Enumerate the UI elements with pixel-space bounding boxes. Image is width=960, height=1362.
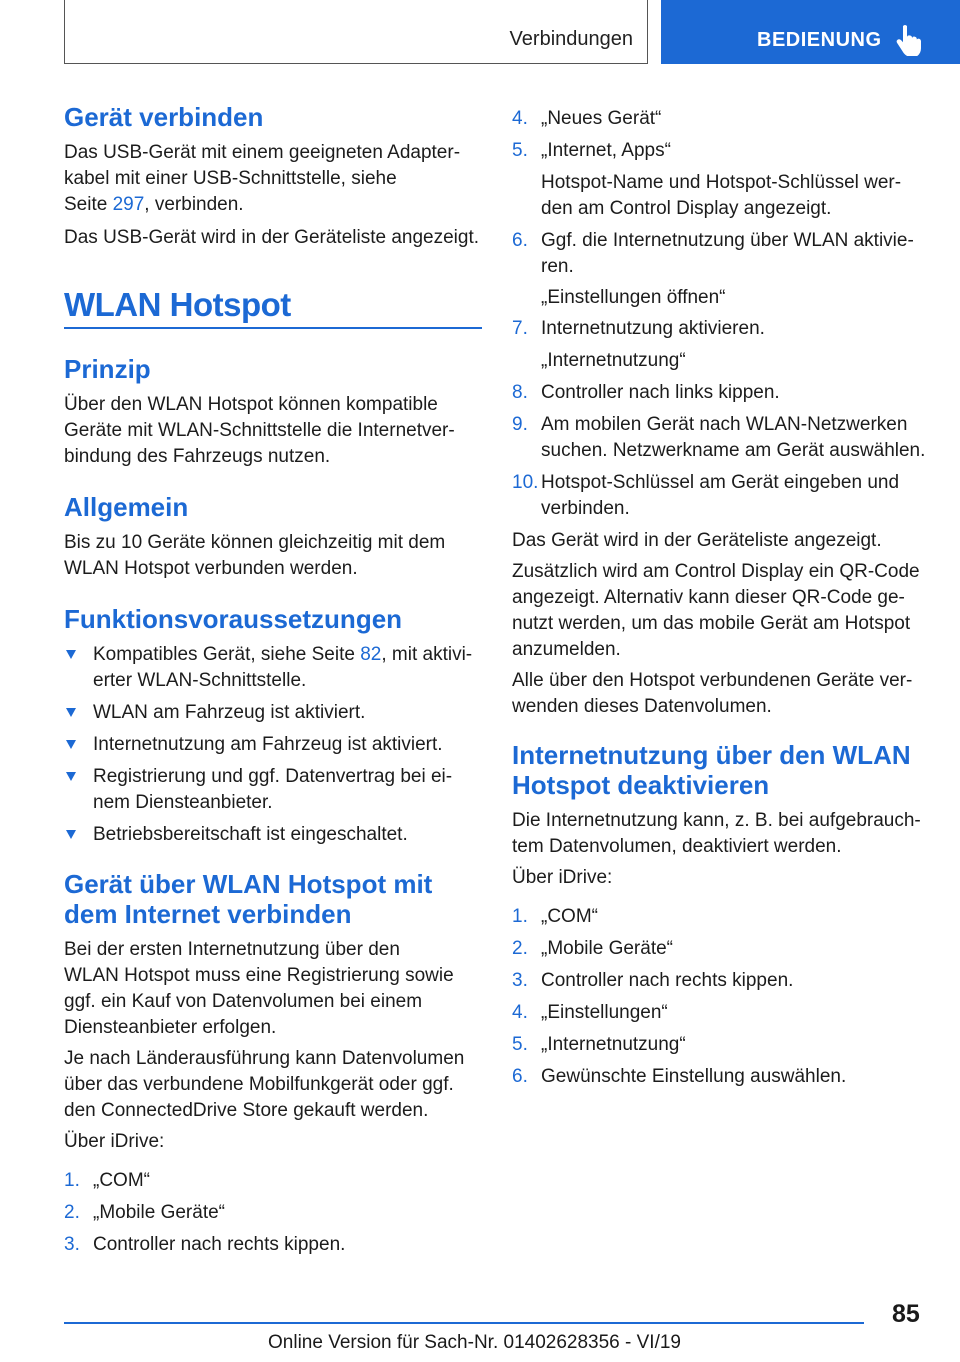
text-line: Das USB-Gerät mit einem geeigneten Adapter- [64, 142, 461, 163]
step-number: 8. [512, 382, 528, 403]
step-text: Controller nach rechts kippen. [93, 1234, 346, 1255]
text-line: Das Gerät wird in der Geräteliste angezeigt. [512, 530, 882, 551]
bullet-triangle-icon [66, 740, 76, 749]
bullet-text: Internetnutzung am Fahrzeug ist aktiviert. [93, 734, 443, 755]
step-text: Gewünschte Einstellung auswählen. [541, 1066, 847, 1087]
bullet-text: WLAN am Fahrzeug ist aktiviert. [93, 702, 366, 723]
step-number: 1. [512, 906, 528, 927]
heading-rule [64, 327, 482, 329]
page-link-82[interactable]: 82 [360, 644, 382, 665]
text-line: tem Datenvolumen, deaktiviert werden. [512, 836, 842, 857]
step-detail: den am Control Display angezeigt. [541, 198, 832, 219]
text-line: nutzt werden, um das mobile Gerät am Hotspot [512, 613, 911, 634]
bullet-triangle-icon [66, 772, 76, 781]
text-line: Geräte mit WLAN-Schnittstelle die Internetver- [64, 420, 455, 441]
step-text: Controller nach rechts kippen. [541, 970, 794, 991]
text-line: Bis zu 10 Geräte können gleichzeitig mit dem [64, 532, 446, 553]
text-line: Seite 297, verbinden. [64, 194, 244, 215]
text-line: WLAN Hotspot muss eine Registrierung sowie [64, 965, 454, 986]
step-text: suchen. Netzwerkname am Gerät auswählen. [541, 440, 926, 461]
heading-deaktivieren: Internetnutzung über den WLAN [512, 740, 911, 770]
text-line: Über iDrive: [512, 867, 613, 888]
heading-internet-verbinden-2: dem Internet verbinden [64, 899, 352, 929]
step-number: 2. [64, 1202, 80, 1223]
step-number: 9. [512, 414, 528, 435]
step-text: „Neues Gerät“ [541, 108, 662, 129]
bullet-triangle-icon [66, 650, 76, 659]
step-number: 2. [512, 938, 528, 959]
heading-allgemein: Allgemein [64, 492, 189, 522]
step-text: Am mobilen Gerät nach WLAN-Netzwerken [541, 414, 908, 435]
step-text: Hotspot-Schlüssel am Gerät eingeben und [541, 472, 900, 493]
text-line: Zusätzlich wird am Control Display ein QR-Code [512, 561, 920, 582]
step-number: 3. [512, 970, 528, 991]
step-text: verbinden. [541, 498, 630, 519]
step-number: 4. [512, 1002, 528, 1023]
text-line: bindung des Fahrzeugs nutzen. [64, 446, 331, 467]
bullet-text: erter WLAN-Schnittstelle. [93, 670, 307, 691]
page-link-297[interactable]: 297 [112, 194, 145, 215]
text-line: Über iDrive: [64, 1131, 165, 1152]
header-chapter-title: BEDIENUNG [757, 29, 882, 51]
step-number: 10. [512, 472, 539, 493]
step-text: „Mobile Geräte“ [93, 1202, 225, 1223]
step-text: ren. [541, 256, 574, 277]
header-section-title: Verbindungen [509, 28, 633, 50]
step-number: 4. [512, 108, 528, 129]
header-chapter-tab [661, 0, 960, 64]
heading-deaktivieren-2: Hotspot deaktivieren [512, 770, 770, 800]
text-line: ggf. ein Kauf von Datenvolumen bei einem [64, 991, 423, 1012]
step-text: Internetnutzung aktivieren. [541, 318, 765, 339]
text-line: Über den WLAN Hotspot können kompatible [64, 394, 438, 415]
heading-prinzip: Prinzip [64, 354, 151, 384]
bullet-triangle-icon [66, 830, 76, 839]
step-text: „Einstellungen“ [541, 1002, 668, 1023]
text-line: über das verbundene Mobilfunkgerät oder ggf. [64, 1074, 454, 1095]
text-line: kabel mit einer USB-Schnittstelle, siehe [64, 168, 397, 189]
bullet-text: Kompatibles Gerät, siehe Seite 82, mit aktivi- [93, 644, 473, 665]
text-line: wenden dieses Datenvolumen. [512, 696, 772, 717]
step-number: 6. [512, 230, 528, 251]
step-number: 5. [512, 140, 528, 161]
step-number: 7. [512, 318, 528, 339]
step-number: 5. [512, 1034, 528, 1055]
footer-text: Online Version für Sach-Nr. 01402628356 - VI/19 [268, 1332, 681, 1353]
bullet-text: nem Diensteanbieter. [93, 792, 273, 813]
page-number: 85 [892, 1300, 920, 1328]
text-line: anzumelden. [512, 639, 621, 660]
heading-wlan-hotspot: WLAN Hotspot [64, 286, 291, 323]
text-line: Bei der ersten Internetnutzung über den [64, 939, 400, 960]
heading-funktionsvoraussetzungen: Funktionsvoraussetzungen [64, 604, 403, 634]
pointing-hand-icon [896, 24, 922, 56]
text-line: Je nach Länderausführung kann Datenvolumen [64, 1048, 465, 1069]
heading-internet-verbinden: Gerät über WLAN Hotspot mit [64, 869, 433, 899]
step-text: „Mobile Geräte“ [541, 938, 673, 959]
text-line: Das USB-Gerät wird in der Geräteliste angezeigt. [64, 227, 480, 248]
text-line: WLAN Hotspot verbunden werden. [64, 558, 358, 579]
bullet-text: Registrierung und ggf. Datenvertrag bei ei- [93, 766, 453, 787]
footer-rule [64, 1322, 864, 1324]
step-number: 3. [64, 1234, 80, 1255]
text-line: Die Internetnutzung kann, z. B. bei aufgebrauch- [512, 810, 921, 831]
text-line: Alle über den Hotspot verbundenen Geräte ver- [512, 670, 913, 691]
step-text: Controller nach links kippen. [541, 382, 780, 403]
text-line: angezeigt. Alternativ kann dieser QR-Code ge- [512, 587, 905, 608]
heading-geraet-verbinden: Gerät verbinden [64, 102, 264, 132]
header-section-box [64, 0, 648, 64]
step-text: Ggf. die Internetnutzung über WLAN aktivie- [541, 230, 914, 251]
step-text: „COM“ [93, 1170, 150, 1191]
step-detail: „Internetnutzung“ [541, 350, 686, 371]
step-text: „COM“ [541, 906, 598, 927]
step-detail: „Einstellungen öffnen“ [541, 287, 726, 308]
text-line: den ConnectedDrive Store gekauft werden. [64, 1100, 429, 1121]
text-line: Diensteanbieter erfolgen. [64, 1017, 277, 1038]
step-text: „Internetnutzung“ [541, 1034, 686, 1055]
step-number: 6. [512, 1066, 528, 1087]
step-text: „Internet, Apps“ [541, 140, 671, 161]
step-detail: Hotspot-Name und Hotspot-Schlüssel wer- [541, 172, 902, 193]
bullet-triangle-icon [66, 708, 76, 717]
bullet-text: Betriebsbereitschaft ist eingeschaltet. [93, 824, 408, 845]
step-number: 1. [64, 1170, 80, 1191]
